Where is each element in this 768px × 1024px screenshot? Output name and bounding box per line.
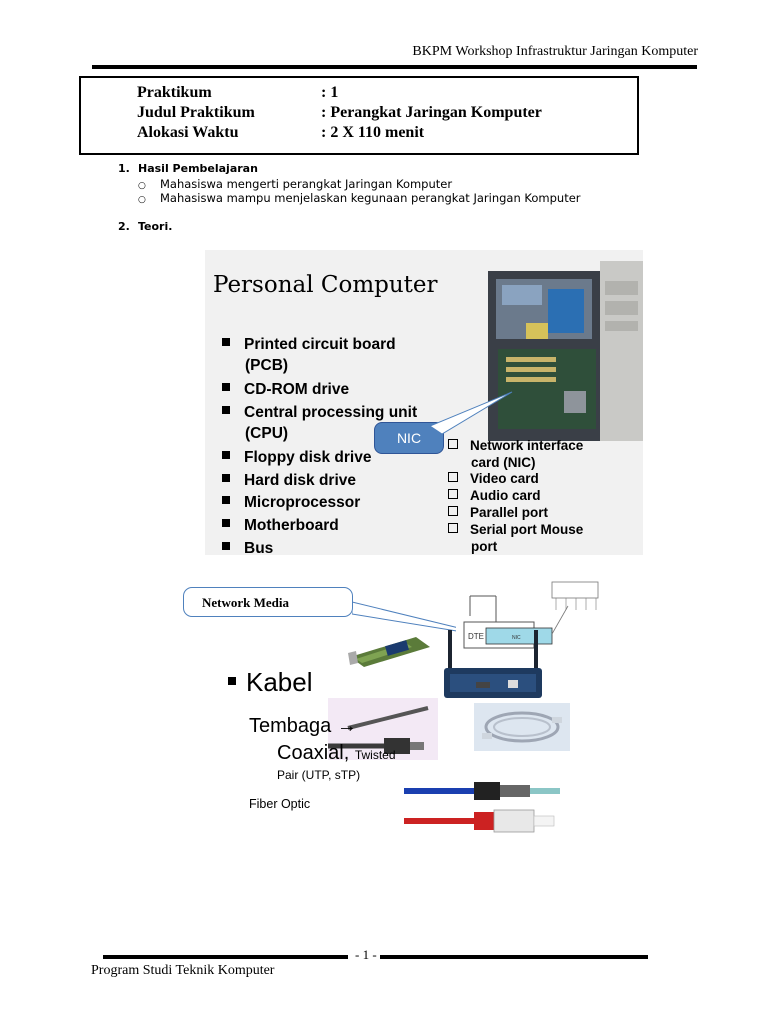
card-item-text: Audio card xyxy=(470,488,541,503)
checkbox-bullet-icon xyxy=(448,439,458,449)
twisted-text: Twisted xyxy=(354,748,396,762)
fiber-optic-label: Fiber Optic xyxy=(249,797,311,811)
pc-item-text: Printed circuit board xyxy=(244,336,396,353)
checkbox-bullet-icon xyxy=(448,489,458,499)
info-label: Alokasi Waktu xyxy=(137,124,239,141)
square-bullet-icon xyxy=(222,496,230,504)
pc-item-text: (CPU) xyxy=(245,425,289,442)
card-list-item xyxy=(448,437,583,471)
info-value: : 2 X 110 menit xyxy=(321,124,425,141)
info-value: : 1 xyxy=(321,84,339,101)
footer-rule xyxy=(103,955,348,959)
utp-cable-image xyxy=(474,703,570,751)
card-item-text: Serial port Mouse xyxy=(470,522,584,537)
network-media-callout: Network Media xyxy=(183,587,353,617)
pc-item-text: Hard disk drive xyxy=(244,472,356,489)
card-list-item xyxy=(448,504,548,521)
pc-component-item xyxy=(222,492,360,513)
pc-item-text: Floppy disk drive xyxy=(244,449,372,466)
card-item-text: port xyxy=(471,539,498,554)
info-label: Judul Praktikum xyxy=(137,104,255,121)
nic-pointer xyxy=(430,390,520,435)
pc-item-text: Central processing unit xyxy=(244,404,418,421)
pc-component-item xyxy=(222,334,396,376)
section-number: 1. xyxy=(118,162,130,175)
pc-component-item xyxy=(222,379,349,400)
info-label: Praktikum xyxy=(137,84,212,101)
square-bullet-icon xyxy=(222,383,230,391)
pc-item-text: CD-ROM drive xyxy=(244,381,350,398)
list-item xyxy=(138,191,581,205)
square-bullet-icon xyxy=(222,474,230,482)
wireless-router-image xyxy=(440,630,546,700)
footer-rule xyxy=(380,955,648,959)
card-item-text: card (NIC) xyxy=(471,455,536,470)
square-bullet-icon xyxy=(222,542,230,550)
page-number: - 1 - xyxy=(355,947,377,962)
coaxial-text: Coaxial, xyxy=(277,742,350,764)
circle-bullet-icon: ○ xyxy=(138,181,146,191)
section-heading-teori xyxy=(118,220,172,233)
checkbox-bullet-icon xyxy=(448,523,458,533)
checkbox-bullet-icon xyxy=(448,472,458,482)
pc-item-text: Motherboard xyxy=(244,517,339,534)
coaxial-label xyxy=(277,742,396,765)
section-number: 2. xyxy=(118,220,130,233)
slide-title: Personal Computer xyxy=(213,272,438,298)
section-heading-hasil xyxy=(118,162,258,175)
info-row-praktikum xyxy=(137,84,338,102)
square-bullet-icon xyxy=(222,338,230,346)
tembaga-label: Tembaga → xyxy=(249,715,357,737)
checkbox-bullet-icon xyxy=(448,506,458,516)
info-row-judul xyxy=(137,104,542,122)
card-list-item xyxy=(448,470,539,487)
pc-item-text: Microprocessor xyxy=(244,494,361,511)
list-item-text: Mahasiswa mampu menjelaskan kegunaan perangkat Jaringan Komputer xyxy=(160,191,581,205)
pc-item-text: Bus xyxy=(244,540,274,557)
list-item-text: Mahasiswa mengerti perangkat Jaringan Komputer xyxy=(160,177,453,191)
info-row-alokasi xyxy=(137,124,424,142)
card-item-text: Network interface xyxy=(470,438,584,453)
running-header: BKPM Workshop Infrastruktur Jaringan Komputer xyxy=(412,44,698,59)
card-item-text: Video card xyxy=(470,471,539,486)
footer-program: Program Studi Teknik Komputer xyxy=(91,963,275,978)
fiber-optic-connector-image xyxy=(398,774,566,834)
nic-diagram-label: NIC xyxy=(512,635,521,641)
square-bullet-icon xyxy=(222,519,230,527)
circle-bullet-icon: ○ xyxy=(138,195,146,205)
pc-item-text: (PCB) xyxy=(245,357,289,374)
list-item xyxy=(138,177,452,191)
info-value: : Perangkat Jaringan Komputer xyxy=(321,104,542,121)
square-bullet-icon xyxy=(222,451,230,459)
section-title: Teori. xyxy=(138,220,173,233)
info-box xyxy=(79,76,639,155)
section-title: Hasil Pembelajaran xyxy=(138,162,258,175)
pc-component-item xyxy=(222,515,339,536)
pc-component-item xyxy=(222,470,356,491)
personal-computer-slide xyxy=(205,250,643,555)
pci-nic-card-image xyxy=(346,633,432,669)
square-bullet-icon xyxy=(222,406,230,414)
pair-label: Pair (UTP, sTP) xyxy=(277,768,361,782)
card-item-text: Parallel port xyxy=(470,505,549,520)
nic-badge: NIC xyxy=(374,422,444,454)
pc-component-item xyxy=(222,538,273,559)
card-list-item xyxy=(448,521,583,555)
square-bullet-icon xyxy=(228,677,236,685)
kabel-heading xyxy=(228,667,313,698)
dte-label: DTE xyxy=(468,632,484,641)
kabel-text: Kabel xyxy=(246,667,313,697)
header-rule xyxy=(92,65,697,69)
card-list-item xyxy=(448,487,541,504)
pc-component-item xyxy=(222,447,371,468)
